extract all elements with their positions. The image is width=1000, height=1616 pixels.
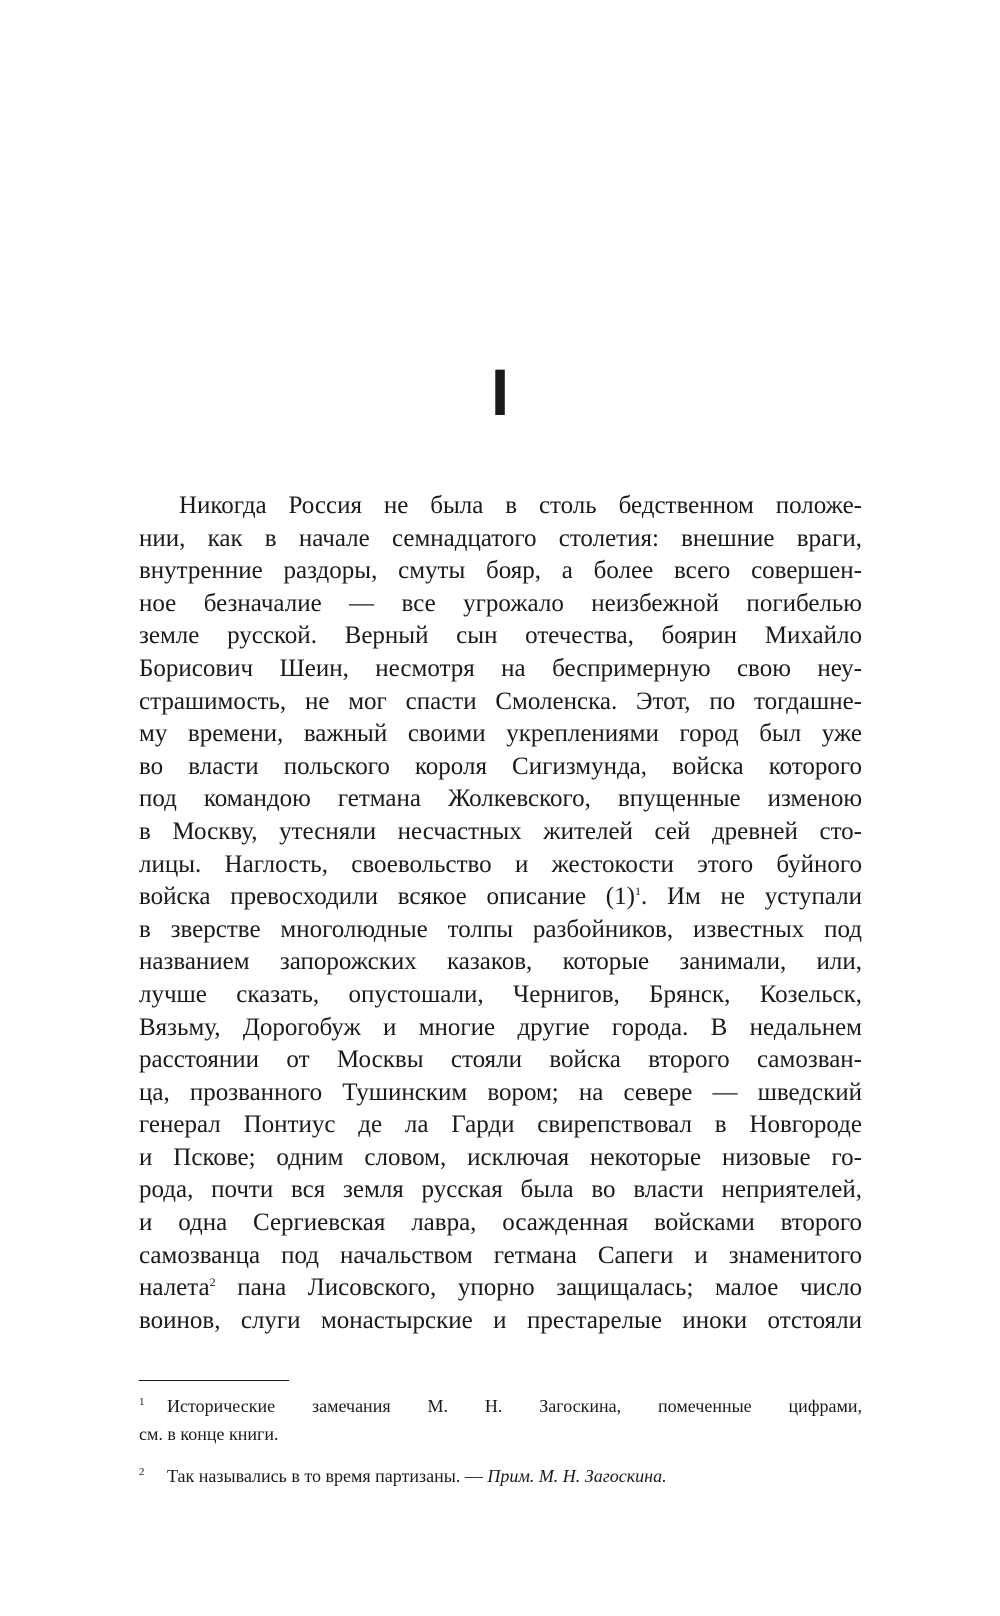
body-line: в зверстве многолюдные толпы разбойников, известных под (139, 915, 862, 943)
body-line: в Москву, утесняли несчастных жителей сей древней сто- (139, 817, 862, 845)
body-line (139, 1272, 862, 1305)
body-line: названием запорожских казаков, которые занимали, или, (139, 948, 862, 976)
body-line: ное безначалие — все угрожало неизбежной погибелью (139, 589, 862, 617)
body-line: под командою гетмана Жолкевского, впущенные изменою (139, 785, 862, 813)
body-line: лучше сказать, опустошали, Чернигов, Брянск, Козельск, (139, 980, 862, 1008)
body-text (139, 490, 862, 1337)
body-line (139, 881, 862, 914)
body-line-text: налета (139, 1274, 210, 1302)
body-line: внутренние раздоры, смуты бояр, а более всего совершен- (139, 557, 862, 585)
body-line: генерал Понтиус де ла Гарди свирепствовал в Новгороде (139, 1111, 862, 1139)
footnote-line (139, 1462, 862, 1490)
footnote-ref-1: 1 (634, 884, 641, 899)
body-line: и одна Сергиевская лавра, осажденная войсками второго (139, 1209, 862, 1237)
footnote-line: см. в конце книги. (139, 1424, 279, 1444)
footnote-number: 2 (139, 1466, 145, 1478)
body-line: воинов, слуги монастырские и престарелые иноки отстояли (139, 1306, 862, 1334)
chapter-number: I (490, 355, 510, 429)
body-line-text: пана Лисовского, упорно защищалась; малое число (215, 1274, 862, 1302)
body-line: му времени, важный своими укреплениями город был уже (139, 720, 862, 748)
footnote-italic-text: Прим. М. Н. Загоскина. (487, 1466, 667, 1486)
body-line: самозванца под начальством гетмана Сапеги и знаменитого (139, 1241, 862, 1269)
body-line: ца, прозванного Тушинским вором; на севере — шведский (139, 1078, 862, 1106)
body-line: Вязьму, Дорогобуж и многие другие города. В недальнем (139, 1013, 862, 1041)
footnote-1 (139, 1392, 862, 1448)
footnote-line: Исторические замечания М. Н. Загоскина, помеченные цифрами, (167, 1396, 862, 1416)
body-line-text: войска превосходили всякое описание (1) (139, 883, 635, 911)
footnote-divider (139, 1380, 289, 1381)
body-line: лицы. Наглость, своевольство и жестокости этого буйного (139, 850, 862, 878)
body-line: Борисович Шеин, несмотря на беспримерную свою неу- (139, 654, 862, 682)
body-line: и Пскове; одним словом, исключая некоторые низовые го- (139, 1143, 862, 1171)
body-line: рода, почти вся земля русская была во власти неприятелей, (139, 1176, 862, 1204)
footnote-ref-2: 2 (209, 1275, 216, 1290)
body-line: во власти польского короля Сигизмунда, войска которого (139, 752, 862, 780)
footnote-plain-text: Так назывались в то время партизаны. — (167, 1466, 488, 1486)
body-line-text: . Им не уступали (640, 883, 862, 911)
footnotes (139, 1392, 862, 1504)
body-line: расстоянии от Москвы стояли войска второго самозван- (139, 1046, 862, 1074)
footnote-number: 1 (139, 1396, 145, 1408)
footnote-2 (139, 1462, 862, 1490)
body-line: земле русской. Верный сын отечества, боярин Михайло (139, 622, 862, 650)
body-line: Никогда Россия не была в столь бедственном положе- (179, 492, 862, 519)
body-line: нии, как в начале семнадцатого столетия: внешние враги, (139, 524, 862, 552)
footnote-text (139, 1392, 862, 1448)
body-line: страшимость, не мог спасти Смоленска. Этот, по тогдашне- (139, 687, 862, 715)
footnote-text (139, 1462, 862, 1490)
